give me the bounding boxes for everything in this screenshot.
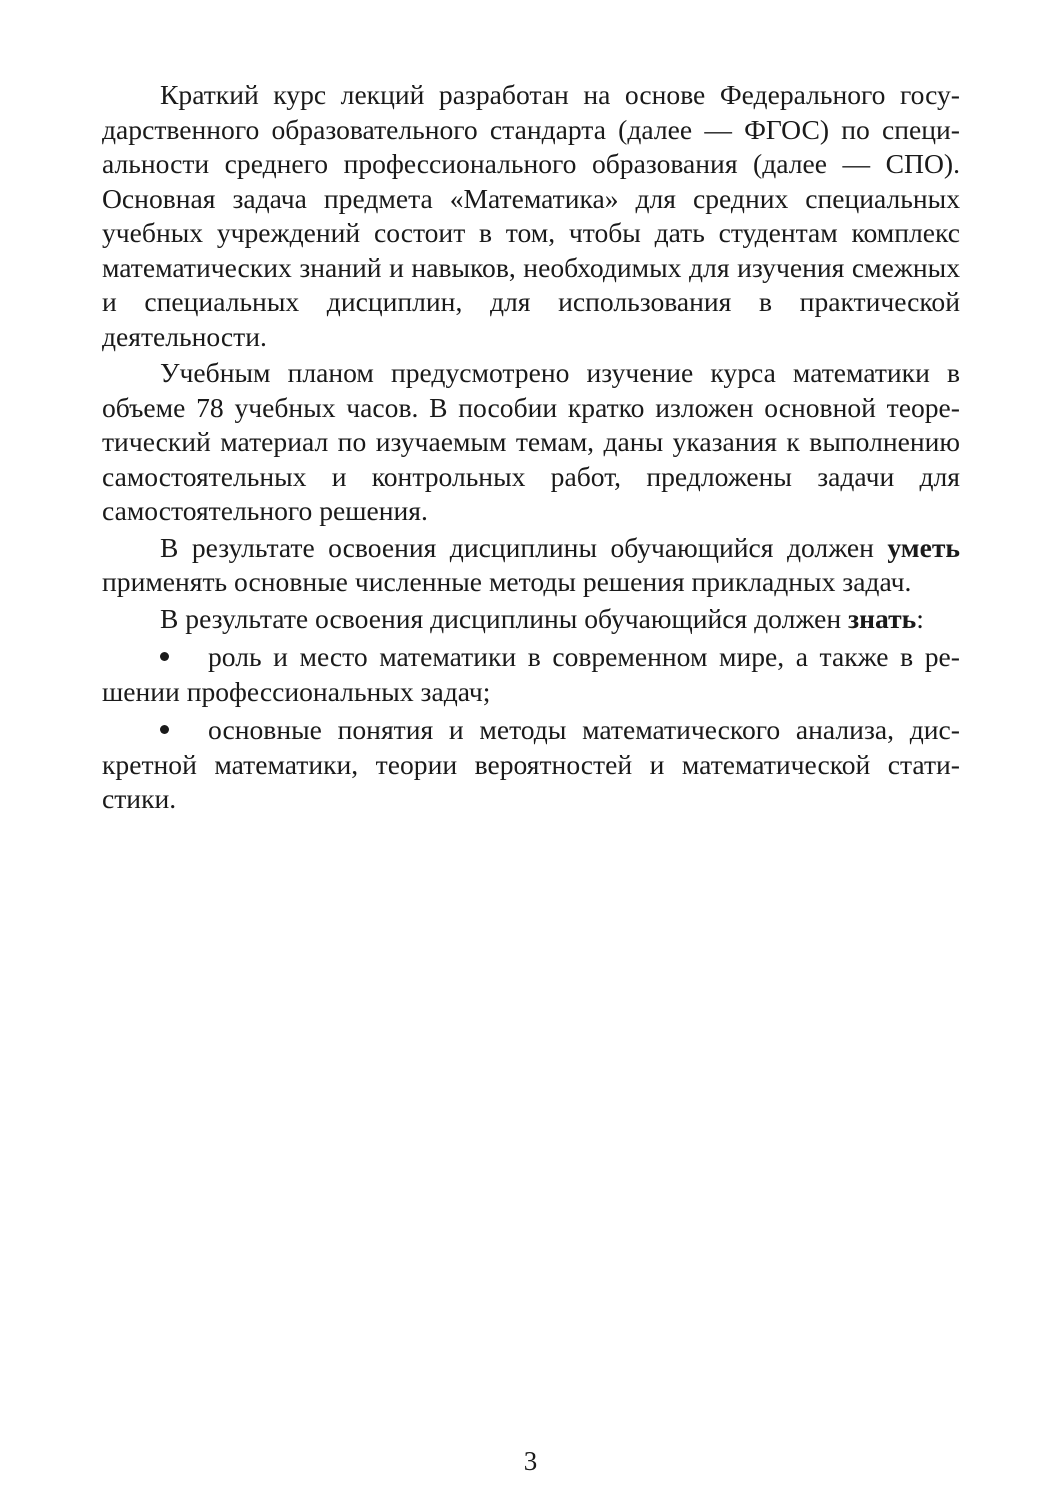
paragraph-knowledge <box>102 602 960 637</box>
list-item <box>102 640 960 709</box>
paragraph-curriculum: Учебным планом предусмотрено изучение курса математики в объеме 78 учебных часов. В пособии кратко изложен основной теоретический материал по изучаемым темам, даны указания к выполнению самостоятельных и контрольных работ, предложены задачи для самостоятельного решения. <box>102 357 960 526</box>
skills-keyword: уметь <box>887 531 960 563</box>
bullet-icon <box>160 640 208 675</box>
knowledge-intro: В результате освоения дисциплины обучающийся должен <box>160 602 848 634</box>
paragraph-skills <box>102 531 960 600</box>
list-item <box>102 713 960 817</box>
document-body <box>102 78 960 817</box>
skills-intro: В результате освоения дисциплины обучающийся должен <box>160 531 888 563</box>
bullet-icon <box>160 713 208 748</box>
page-number: 3 <box>523 1446 538 1476</box>
knowledge-colon: : <box>916 602 924 634</box>
paragraph-intro: Краткий курс лекций разработан на основе Федерального государственного образовательного стандарта (далее — ФГОС) по специальности среднего профессионального образования (далее — СПО). Основная задача предмета «Математика» для средних специальных учебных учреждений состоит в том, чтобы дать студентам комплекс математических знаний и навыков, необходимых для изучения смежных и специальных дисциплин, для использования в практической деятельности. <box>102 79 960 352</box>
list-item-text: роль и место математики в современном мире, а также в решении профессиональных задач; <box>102 641 960 707</box>
skills-text: применять основные численные методы решения прикладных задач. <box>102 566 912 597</box>
knowledge-keyword: знать <box>848 602 917 634</box>
list-item-text: основные понятия и методы математического анализа, дискретной математики, теории вероятностей и математической статистики. <box>102 714 960 814</box>
